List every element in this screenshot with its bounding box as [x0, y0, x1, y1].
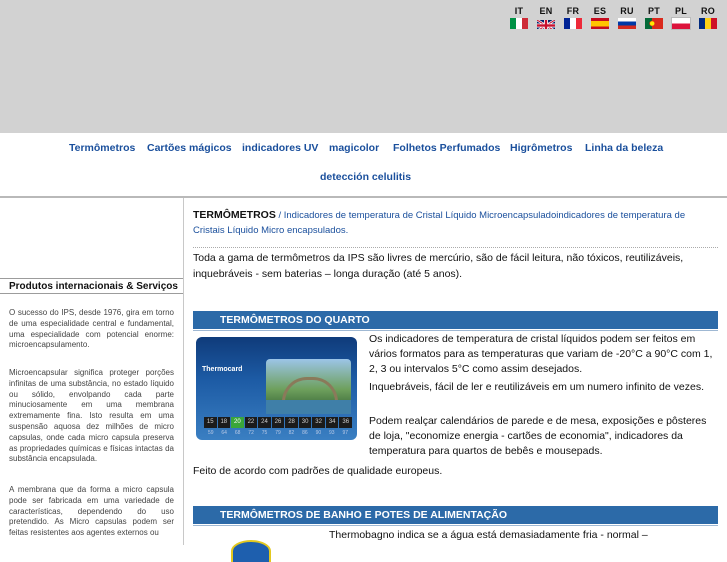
- scale-cell: 79: [275, 430, 281, 436]
- scale-cell: 34: [326, 417, 339, 428]
- lang-code: ES: [593, 6, 607, 16]
- scale-cell: 59: [207, 430, 214, 436]
- scale-cell: 15: [204, 417, 217, 428]
- column-divider: [183, 198, 184, 545]
- scale-cell: 68: [234, 430, 241, 436]
- lang-code: RO: [700, 6, 716, 16]
- lang-ro[interactable]: [697, 6, 719, 29]
- lang-code: PL: [674, 6, 688, 16]
- nav-magicolor[interactable]: magicolor: [329, 142, 380, 154]
- nav-deteccion-celulitis[interactable]: detección celulitis: [320, 171, 412, 183]
- body-paragraph: Thermobagno indica se a água está demasiadamente fria - normal –: [329, 529, 648, 541]
- flag-fr-icon: [564, 18, 582, 29]
- scale-cell: 18: [218, 417, 231, 428]
- page-subtitle: / Indicadores de temperatura de Cristal Líquido Microencapsuladoindicadores de temperatura de Cristais Líquido Micro encapsulados.: [193, 210, 686, 236]
- nav-linha-da-beleza[interactable]: Linha da beleza: [585, 142, 664, 154]
- sidebar: [0, 198, 183, 545]
- scale-cell: 32: [312, 417, 325, 428]
- nav-indicadores-uv[interactable]: indicadores UV: [242, 142, 319, 154]
- lang-pt[interactable]: [643, 6, 665, 29]
- scale-cell: 64: [221, 430, 227, 436]
- scale-cell: 24: [258, 417, 271, 428]
- main-nav: [0, 133, 727, 198]
- lang-en[interactable]: [535, 6, 557, 29]
- flag-es-icon: [591, 18, 609, 29]
- main-content: [193, 198, 718, 545]
- sidebar-paragraph: O sucesso do IPS, desde 1976, gira em torno de uma especialidade central e fundamental, uma especialidade com potencial enorme: microencapsulamento.: [9, 308, 174, 350]
- body-paragraph: Os indicadores de temperatura de cristal líquidos podem ser feitos em vários formatos para as temperaturas que variam de -20°C a 90°C com 1, 2, 3 ou intervalos 5°C como assim desejados.: [369, 333, 713, 376]
- lang-it[interactable]: [508, 6, 530, 29]
- flag-pt-icon: [645, 18, 663, 29]
- flag-pl-icon: [672, 18, 690, 29]
- scale-cell: 82: [288, 430, 295, 436]
- sidebar-paragraph: Microencapsular significa proteger porções infinitas de uma substância, no estado líquido ou sólido, envolpando cada parte minuciosamente em uma membrana extremamente fina. Isto resulta em uma suspensão aquosa dez milhões de micro capsulas, onde cada micro capsula preserva as propriedades químicas e físicas intactas da substância encapsulada.: [9, 368, 174, 464]
- section-header-quarto: TERMÔMETROS DO QUARTO: [193, 311, 718, 329]
- nav-termometros[interactable]: Termômetros: [69, 142, 136, 154]
- sidebar-title: Produtos internacionais & Serviços: [0, 278, 183, 294]
- thermocard-image: [196, 337, 357, 440]
- scale-cell: 75: [261, 430, 268, 436]
- nav-higrometros[interactable]: Higrômetros: [510, 142, 573, 154]
- scale-cell: 20: [231, 417, 244, 428]
- scale-cell: 26: [272, 417, 285, 428]
- lang-code: IT: [514, 6, 524, 16]
- scale-cell: 97: [342, 430, 349, 436]
- sidebar-paragraph: A membrana que da forma a micro capsula pode ser fabricada em uma variedade de características, dependendo do uso pretendido. As Micro capsulas podem ser feitas resistentes aos agentes externos ou: [9, 485, 174, 538]
- flag-it-icon: [510, 18, 528, 29]
- lang-es[interactable]: [589, 6, 611, 29]
- lang-code: PT: [647, 6, 661, 16]
- scale-cell: 93: [329, 430, 335, 436]
- thermocard-label: Thermocard: [202, 366, 243, 373]
- lang-ru[interactable]: [616, 6, 638, 29]
- body-paragraph: Inquebráveis, fácil de ler e reutilizáveis em um numero infinito de vezes.: [369, 381, 704, 393]
- scale-cell: 28: [285, 417, 298, 428]
- nav-cartoes-magicos[interactable]: Cartões mágicos: [147, 142, 232, 154]
- flag-gb-icon: [537, 18, 555, 29]
- scale-cell: 22: [245, 417, 258, 428]
- body-paragraph: Podem realçar calendários de parede e de mesa, exposições e pôsteres de loja, "economize energia - cartões de economia", indicadores da temperatura para quartos de bebês e mousepads.: [369, 415, 707, 458]
- scale-cell: 36: [339, 417, 352, 428]
- flag-ro-icon: [699, 18, 717, 29]
- breadcrumb: [193, 208, 718, 238]
- lang-code: RU: [620, 6, 634, 16]
- scale-cell: 90: [315, 430, 322, 436]
- lang-code: FR: [566, 6, 580, 16]
- lang-pl[interactable]: [670, 6, 692, 29]
- language-selector: [508, 6, 723, 30]
- scale-cell: 86: [302, 430, 308, 436]
- flag-ru-icon: [618, 18, 636, 29]
- thermocard-scale-celsius: [204, 417, 352, 428]
- page-title: TERMÔMETROS: [193, 209, 276, 221]
- body-paragraph: Feito de acordo com padrões de qualidade europeus.: [193, 465, 443, 477]
- thermocard-scale-fahrenheit: [204, 430, 352, 438]
- lang-fr[interactable]: [562, 6, 584, 29]
- divider: [193, 247, 718, 248]
- nav-folhetos-perfumados[interactable]: Folhetos Perfumados: [393, 142, 501, 154]
- scale-cell: 30: [299, 417, 312, 428]
- landscape-picture: [266, 359, 351, 414]
- thermobagno-image: [231, 540, 271, 562]
- header-banner: [0, 0, 727, 133]
- scale-cell: 72: [248, 430, 254, 436]
- section-header-banho: TERMÔMETROS DE BANHO E POTES DE ALIMENTAÇÃO: [193, 506, 718, 524]
- lang-code: EN: [539, 6, 553, 16]
- intro-text: Toda a gama de termômetros da IPS são livres de mercúrio, são de fácil leitura, não tóxicos, reutilizáveis, inquebráveis - sem baterias – longa duração (até 5 anos).: [193, 252, 684, 280]
